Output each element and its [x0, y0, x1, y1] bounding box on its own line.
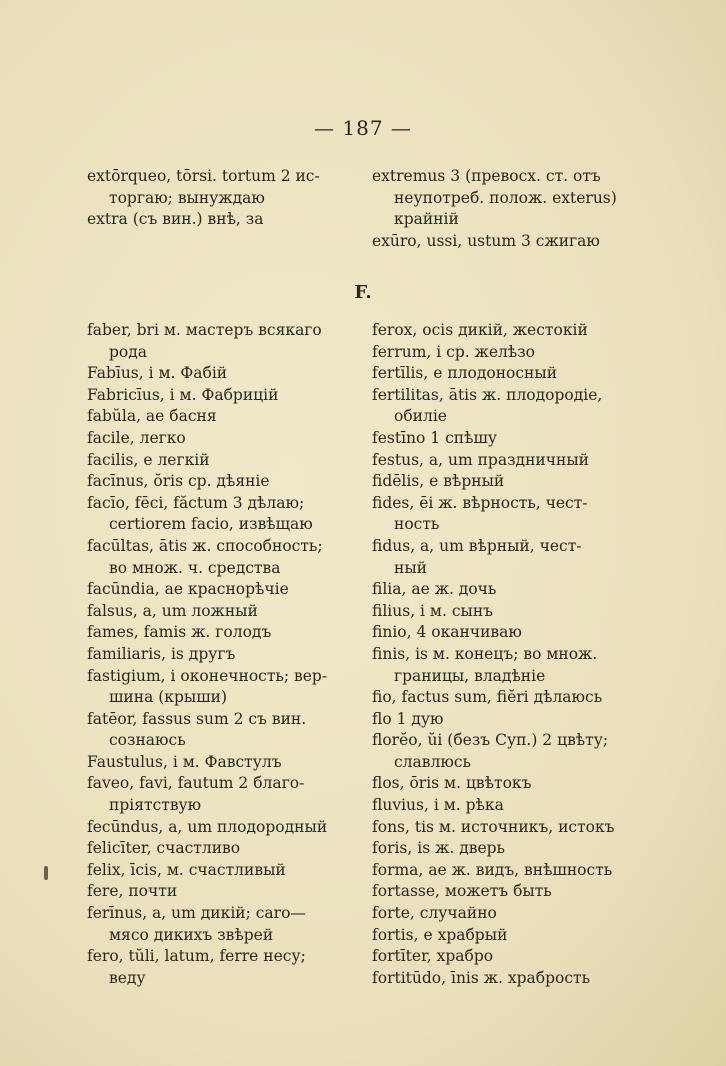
- dictionary-entry-line: fatēor, fassus sum 2 съ вин.: [87, 709, 307, 728]
- dictionary-entry-line: facīo, fēci, făctum 3 дѣлаю;: [87, 493, 305, 512]
- dictionary-entry-line: florĕo, ŭi (безъ Суп.) 2 цвѣту;: [372, 731, 609, 750]
- dictionary-entry-line: fero, tŭli, latum, ferre несу;: [87, 947, 306, 966]
- dictionary-entry-line: forte, случайно: [372, 904, 497, 923]
- dictionary-entry-line: felicīter, счастливо: [87, 839, 241, 858]
- dictionary-entry-line: fastigium, i оконечность; вер-: [87, 666, 328, 685]
- dictionary-entry-line: extremus 3 (превосх. ст. отъ: [372, 167, 601, 185]
- dictionary-entry-line: fidēlis, e вѣрный: [372, 472, 505, 491]
- dictionary-entry-line: fio, factus sum, fiĕri дѣлаюсь: [372, 688, 603, 707]
- entry-continuation-line: крайнiй: [394, 210, 459, 229]
- left-column-entries: [87, 320, 362, 989]
- dictionary-entry-line: facūndia, ae краснорѣчiе: [87, 580, 289, 599]
- dictionary-entry-line: ferrum, i ср. желѣзо: [372, 342, 536, 361]
- dictionary-entry-line: Fabīus, i м. Фабiй: [87, 364, 228, 383]
- dictionary-entry-line: fertilitas, ātis ж. плодородiе,: [372, 385, 603, 404]
- entry-continuation-line: славлюсь: [394, 752, 471, 771]
- dictionary-entry-line: faveo, favi, fautum 2 благо-: [87, 774, 305, 793]
- entry-continuation-line: веду: [109, 968, 146, 987]
- dictionary-entry-line: fluvius, i м. рѣка: [372, 796, 504, 815]
- entry-continuation-line: ность: [394, 515, 440, 534]
- entry-continuation-line: прiятствую: [109, 796, 202, 815]
- dictionary-entry-line: fortis, e храбрый: [372, 925, 508, 944]
- top-left-entries: [87, 166, 362, 231]
- dictionary-entry-line: flo 1 дую: [372, 709, 444, 728]
- dictionary-entry-line: festus, a, um праздничный: [372, 450, 589, 469]
- dictionary-entry-line: ferīnus, a, um дикiй; caro—: [87, 904, 306, 923]
- right-column-entries: [372, 320, 672, 989]
- dictionary-entry-line: facilis, e легкiй: [87, 450, 210, 469]
- dictionary-entry-line: extra (съ вин.) внѣ, за: [87, 210, 264, 229]
- dictionary-entry-line: fames, famis ж. голодъ: [87, 623, 272, 642]
- entry-continuation-line: сознаюсь: [109, 731, 186, 750]
- entry-continuation-line: торгаю; вынуждаю: [109, 188, 265, 207]
- dictionary-entry-line: fortīter, храбро: [372, 947, 494, 966]
- dictionary-entry-line: flos, ōris м. цвѣтокъ: [372, 774, 532, 793]
- dictionary-entry-line: extōrqueo, tōrsi. tortum 2 ис-: [87, 167, 320, 185]
- dictionary-entry-line: fides, ēi ж. вѣрность, чест-: [372, 493, 588, 512]
- dictionary-entry-line: facile, легко: [87, 428, 186, 447]
- entry-continuation-line: мясо дикихъ звѣрей: [109, 925, 274, 944]
- entry-continuation-line: во множ. ч. средства: [109, 558, 281, 577]
- dictionary-entry-line: fertīlis, e плодоносный: [372, 364, 558, 383]
- entry-continuation-line: certiorem facio, извѣщаю: [109, 515, 313, 534]
- page-number: — 187 —: [314, 116, 412, 140]
- dictionary-entry-line: fecūndus, a, um плодородный: [87, 817, 328, 836]
- page-mark: [44, 866, 48, 880]
- entry-continuation-line: шина (крыши): [109, 688, 228, 707]
- dictionary-entry-line: Fabricīus, i м. Фабрицiй: [87, 385, 279, 404]
- dictionary-entry-line: finis, is м. конецъ; во множ.: [372, 644, 598, 663]
- dictionary-entry-line: Faustulus, i м. Фавстулъ: [87, 752, 282, 771]
- dictionary-entry-line: falsus, a, um ложный: [87, 601, 258, 620]
- dictionary-entry-line: felix, īcis, м. счастливый: [87, 860, 286, 879]
- dictionary-entry-line: fortitūdo, īnis ж. храбрость: [372, 968, 591, 987]
- entry-continuation-line: обилiе: [394, 407, 447, 426]
- dictionary-entry-line: exūro, ussi, ustum 3 сжигаю: [372, 231, 600, 250]
- dictionary-entry-line: familiaris, is другъ: [87, 644, 236, 663]
- entry-continuation-line: ный: [394, 558, 427, 577]
- dictionary-entry-line: faber, bri м. мастеръ всякаго: [87, 321, 322, 339]
- dictionary-entry-line: finio, 4 оканчиваю: [372, 623, 522, 642]
- dictionary-entry-line: fortasse, можетъ быть: [372, 882, 552, 901]
- entry-continuation-line: неупотреб. полож. exterus): [394, 188, 617, 207]
- dictionary-entry-line: filius, i м. сынъ: [372, 601, 494, 620]
- dictionary-entry-line: fons, tis м. источникъ, истокъ: [372, 817, 615, 836]
- top-right-entries: [372, 166, 672, 252]
- dictionary-entry-line: festīno 1 спѣшу: [372, 428, 497, 447]
- dictionary-entry-line: forma, ae ж. видъ, внѣшность: [372, 860, 613, 879]
- dictionary-entry-line: fidus, a, um вѣрный, чест-: [372, 536, 582, 555]
- dictionary-entry-line: foris, is ж. дверь: [372, 839, 505, 858]
- entry-continuation-line: рода: [109, 342, 148, 361]
- dictionary-entry-line: filia, ae ж. дочь: [372, 580, 497, 599]
- dictionary-entry-line: ferox, ocis дикiй, жестокiй: [372, 321, 588, 339]
- dictionary-entry-line: facūltas, ātis ж. способность;: [87, 536, 323, 555]
- section-heading: F.: [354, 282, 372, 303]
- entry-continuation-line: границы, владѣнiе: [394, 666, 546, 685]
- dictionary-entry-line: facīnus, ŏris ср. дѣянiе: [87, 472, 270, 491]
- dictionary-entry-line: fabŭla, ae басня: [87, 407, 217, 426]
- dictionary-entry-line: fere, почти: [87, 882, 178, 901]
